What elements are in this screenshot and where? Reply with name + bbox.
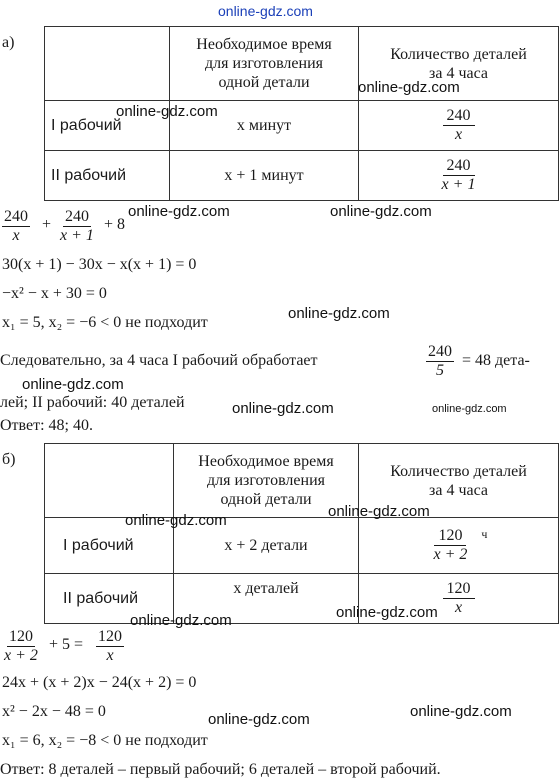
part-a-eq4: x₁ = 5, x₂ = −6 < 0 не подходит — [2, 314, 208, 331]
part-a-eq3: −x² − x + 30 = 0 — [2, 285, 107, 302]
worker-2-count: $\frac{120}{x}$ — [359, 574, 559, 624]
part-a-eq1-frac2: $\frac{240}{x + 1}$ — [60, 208, 94, 244]
table-row — [45, 574, 559, 624]
watermark: online-gdz.com — [232, 400, 334, 417]
part-b-header-count: Количество деталей за 4 часа — [359, 444, 559, 518]
watermark: online-gdz.com — [125, 512, 227, 529]
part-b-header-time: Необходимое время для изготовления одной детали — [174, 444, 359, 518]
part-a-conclusion-3: лей; II рабочий: 40 деталей — [0, 394, 185, 411]
part-b-label: б) — [2, 451, 16, 468]
watermark: online-gdz.com — [336, 604, 438, 621]
part-b-eq3: x² − 2x − 48 = 0 — [2, 703, 106, 720]
watermark: online-gdz.com — [208, 711, 310, 728]
watermark: online-gdz.com — [328, 503, 430, 520]
part-b-answer: Ответ: 8 деталей – первый рабочий; 6 деталей – второй рабочий. — [0, 761, 441, 778]
part-a-eq1-tail: + 8 — [104, 216, 126, 233]
worker-1-time: x минут — [170, 101, 359, 151]
worker-1-label: I рабочий — [45, 518, 174, 574]
part-a-corner-cell — [45, 27, 170, 101]
part-a-eq1-frac1: $\frac{240}{x}$ — [4, 208, 28, 244]
part-a-eq1-plus: + — [42, 216, 52, 233]
watermark: online-gdz.com — [410, 703, 512, 720]
part-b-eq1-frac2: $\frac{120}{x}$ — [98, 628, 122, 664]
worker-1-time: x + 2 детали — [174, 518, 359, 574]
part-a-answer: Ответ: 48; 40. — [0, 417, 93, 434]
watermark: online-gdz.com — [432, 403, 507, 415]
part-a-header-time: Необходимое время для изготовления одной детали — [170, 27, 359, 101]
part-b-eq4: x₁ = 6, x₂ = −8 < 0 не подходит — [2, 732, 208, 749]
worker-2-label: II рабочий — [45, 151, 170, 201]
part-a-header-count: Количество деталей за 4 часа — [359, 27, 559, 101]
worker-1-count: $\frac{120}{x + 2}$ $^ч$ — [359, 518, 559, 574]
worker-2-label: II рабочий — [45, 574, 174, 624]
part-b-table — [44, 443, 559, 624]
watermark: online-gdz.com — [22, 376, 124, 393]
part-a-conclusion-frac: $\frac{240}{5}$ — [428, 343, 452, 379]
count-suffix: ч — [481, 527, 488, 541]
part-b-eq2: 24x + (x + 2)x − 24(x + 2) = 0 — [2, 674, 197, 691]
part-b-eq1-mid: + 5 = — [49, 636, 84, 653]
watermark: online-gdz.com — [128, 203, 230, 220]
watermark: online-gdz.com — [330, 203, 432, 220]
watermark: online-gdz.com — [358, 79, 460, 96]
part-a-conclusion-2: = 48 дета- — [462, 352, 530, 369]
part-a-eq2: 30(x + 1) − 30x − x(x + 1) = 0 — [2, 256, 197, 273]
part-a-label: а) — [2, 34, 15, 51]
part-b-corner-cell — [45, 444, 174, 518]
worker-2-time: x деталей — [174, 574, 359, 624]
worker-2-count: $\frac{240}{x + 1}$ — [359, 151, 559, 201]
watermark: online-gdz.com — [288, 305, 390, 322]
watermark-top: online-gdz.com — [218, 3, 313, 19]
part-b-eq1-frac1: $\frac{120}{x + 2}$ — [4, 628, 38, 664]
table-row — [45, 518, 559, 574]
worker-1-count: $\frac{240}{x}$ — [359, 101, 559, 151]
watermark: online-gdz.com — [116, 103, 218, 120]
part-a-conclusion-1: Следовательно, за 4 часа I рабочий обработает — [0, 352, 318, 369]
table-row — [45, 151, 559, 201]
worker-2-time: x + 1 минут — [170, 151, 359, 201]
worker-1-label: I рабочий — [45, 101, 170, 151]
watermark: online-gdz.com — [130, 612, 232, 629]
